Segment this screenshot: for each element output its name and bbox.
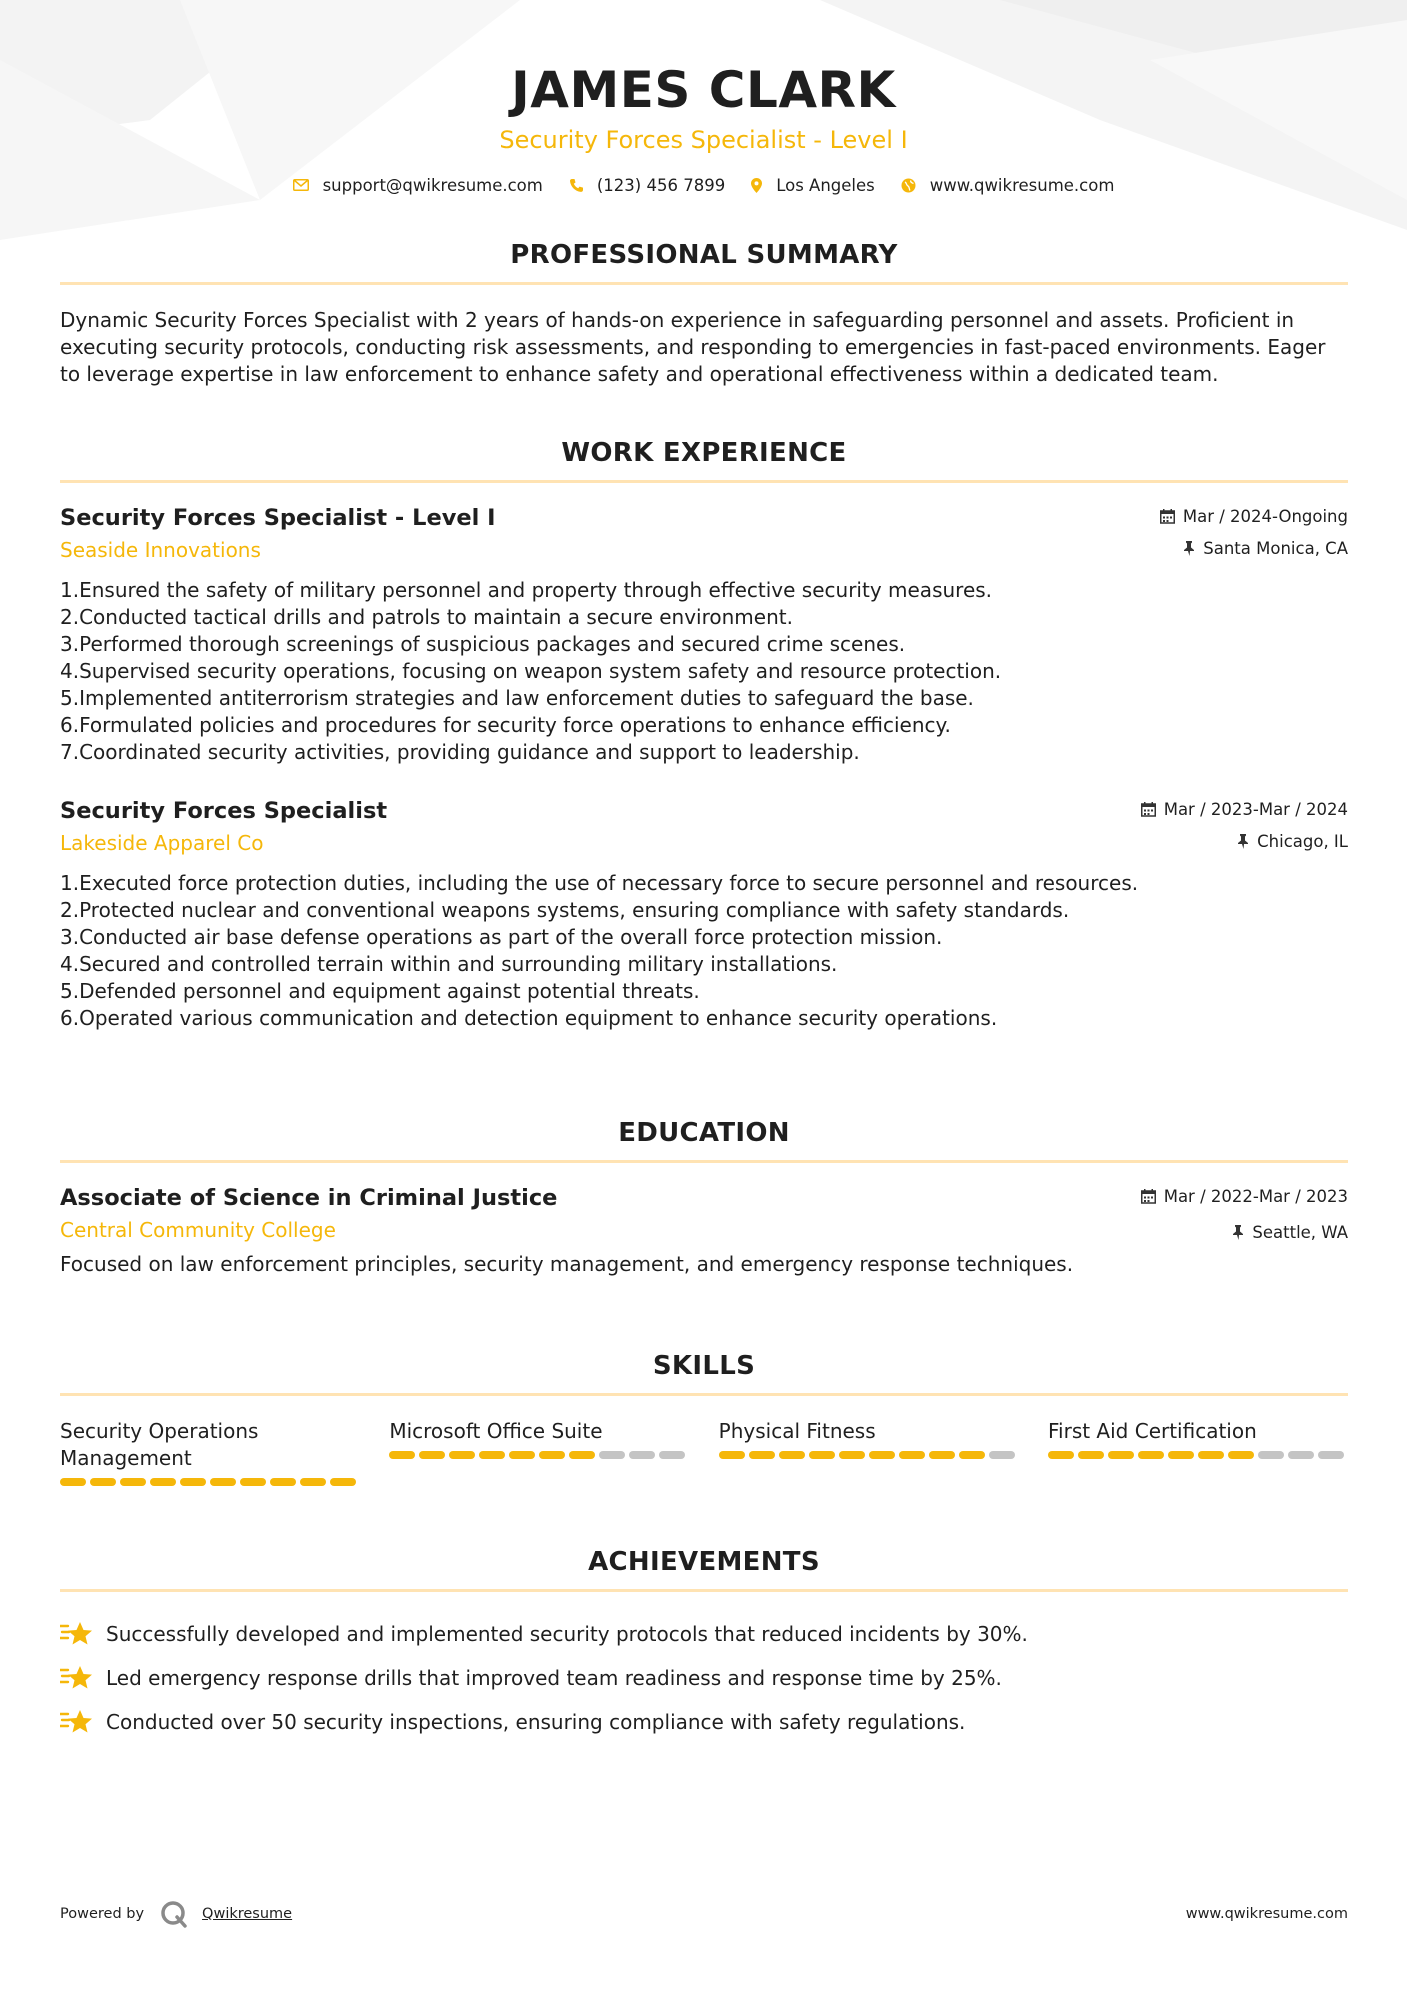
skill-dot-filled: [90, 1478, 116, 1486]
education-location: Seattle, WA: [1252, 1222, 1348, 1242]
section-divider: [60, 1393, 1348, 1396]
contact-email-text: support@qwikresume.com: [322, 175, 543, 195]
resume-header: [0, 58, 1407, 198]
list-item: 6. Formulated policies and procedures for security force operations to enhance efficiency.: [60, 713, 951, 737]
skill-dot-filled: [929, 1451, 955, 1459]
qwikresume-logo-icon: [160, 1900, 188, 1928]
skill-dot-filled: [869, 1451, 895, 1459]
star-icon: [60, 1620, 94, 1648]
globe-icon: [901, 178, 916, 193]
skill-dot-filled: [300, 1478, 326, 1486]
achievements-section: [60, 1545, 1348, 1744]
skill-rating: [1048, 1451, 1348, 1459]
skills-section: [60, 1349, 1348, 1486]
skill-name: Microsoft Office Suite: [389, 1419, 603, 1443]
skill-dot-filled: [809, 1451, 835, 1459]
star-icon: [60, 1708, 94, 1736]
skill-dot-empty: [599, 1451, 625, 1459]
skill-name: First Aid Certification: [1047, 1419, 1257, 1443]
skill-dot-filled: [150, 1478, 176, 1486]
job-bullets: [60, 870, 1348, 1032]
skill-dot-filled: [419, 1451, 445, 1459]
list-item: 1. Ensured the safety of military personnel and property through effective security measures.: [60, 578, 993, 602]
job-dates: Mar / 2024-Ongoing: [1182, 506, 1348, 526]
phone-icon: [569, 178, 583, 193]
skill-item: [60, 1418, 360, 1486]
skill-dot-filled: [1168, 1451, 1194, 1459]
achievements-list: [60, 1612, 1348, 1744]
list-item: 7. Coordinated security activities, providing guidance and support to leadership.: [60, 740, 860, 764]
skill-dot-filled: [240, 1478, 266, 1486]
education-section: [60, 1116, 1348, 1278]
skill-dot-filled: [779, 1451, 805, 1459]
skill-rating: [60, 1478, 360, 1486]
skill-dot-filled: [1228, 1451, 1254, 1459]
achievement-item: [60, 1612, 1348, 1656]
job-company: Seaside Innovations: [60, 538, 261, 562]
contact-bar: [0, 172, 1407, 198]
skills-title: SKILLS: [652, 1351, 756, 1381]
skill-dot-filled: [839, 1451, 865, 1459]
skill-dot-filled: [389, 1451, 415, 1459]
skill-dot-filled: [899, 1451, 925, 1459]
skill-dot-empty: [1288, 1451, 1314, 1459]
skill-name: Security Operations Management: [60, 1419, 259, 1470]
candidate-name: JAMES CLARK: [511, 61, 896, 119]
education-entry: [60, 1183, 1348, 1278]
achievement-item: [60, 1656, 1348, 1700]
skill-dot-filled: [120, 1478, 146, 1486]
list-item: 3. Performed thorough screenings of suspicious packages and secured crime scenes.: [60, 632, 906, 656]
candidate-role: Security Forces Specialist - Level I: [499, 126, 908, 154]
map-marker-icon: [751, 178, 762, 193]
skill-dot-filled: [1048, 1451, 1074, 1459]
section-divider: [60, 1589, 1348, 1592]
achievement-text: Conducted over 50 security inspections, ensuring compliance with safety regulations.: [106, 1709, 966, 1734]
skill-dot-filled: [210, 1478, 236, 1486]
list-item: 1. Executed force protection duties, including the use of necessary force to secure personnel and resources.: [60, 871, 1139, 895]
degree-title: Associate of Science in Criminal Justice: [60, 1185, 558, 1211]
calendar-icon: [1141, 1189, 1156, 1204]
list-item: 2. Protected nuclear and conventional weapons systems, ensuring compliance with safety standards.: [60, 898, 1070, 922]
skill-dot-filled: [330, 1478, 356, 1486]
page-footer: [60, 1900, 1348, 1928]
skill-dot-filled: [270, 1478, 296, 1486]
pin-icon: [1232, 1225, 1244, 1240]
calendar-icon: [1141, 802, 1156, 817]
brand-link[interactable]: Qwikresume: [202, 1906, 293, 1922]
list-item: 2. Conducted tactical drills and patrols to maintain a secure environment.: [60, 605, 793, 629]
job-title: Security Forces Specialist: [60, 798, 388, 824]
experience-section: [60, 436, 1348, 1032]
calendar-icon: [1160, 509, 1175, 524]
contact-location-text: Los Angeles: [776, 175, 875, 195]
skill-dot-filled: [569, 1451, 595, 1459]
education-description: Focused on law enforcement principles, security management, and emergency response techniques.: [60, 1252, 1074, 1276]
school-name: Central Community College: [60, 1218, 336, 1242]
skill-dot-filled: [180, 1478, 206, 1486]
job-location: Santa Monica, CA: [1203, 538, 1348, 558]
job-bullets: [60, 577, 1348, 766]
list-item: 3. Conducted air base defense operations as part of the overall force protection mission.: [60, 925, 943, 949]
envelope-icon: [293, 179, 309, 191]
achievement-text: Led emergency response drills that improved team readiness and response time by 25%.: [106, 1665, 1002, 1690]
skill-dot-empty: [629, 1451, 655, 1459]
list-item: 4. Supervised security operations, focusing on weapon system safety and resource protection.: [60, 659, 1002, 683]
contact-location: [751, 176, 875, 195]
skill-dot-filled: [719, 1451, 745, 1459]
skill-rating: [719, 1451, 1019, 1459]
skill-dot-filled: [509, 1451, 535, 1459]
achievement-item: [60, 1700, 1348, 1744]
skill-dot-filled: [60, 1478, 86, 1486]
skill-dot-empty: [1258, 1451, 1284, 1459]
list-item: 4. Secured and controlled terrain within and surrounding military installations.: [60, 952, 838, 976]
pin-icon: [1237, 834, 1249, 849]
job-meta: [1141, 796, 1348, 854]
job-company: Lakeside Apparel Co: [60, 831, 264, 855]
education-meta: [1141, 1183, 1348, 1245]
skill-dot-filled: [1138, 1451, 1164, 1459]
section-divider: [60, 1160, 1348, 1163]
skill-item: [1048, 1418, 1348, 1486]
job-title: Security Forces Specialist - Level I: [60, 505, 496, 531]
skill-dot-filled: [449, 1451, 475, 1459]
experience-title: WORK EXPERIENCE: [561, 438, 847, 468]
education-title: EDUCATION: [618, 1118, 790, 1148]
star-icon: [60, 1664, 94, 1692]
skill-dot-empty: [989, 1451, 1015, 1459]
job-entry: [60, 503, 1348, 766]
skill-dot-filled: [539, 1451, 565, 1459]
achievement-text: Successfully developed and implemented security protocols that reduced incidents by 30%.: [106, 1621, 1028, 1646]
contact-email[interactable]: [293, 176, 543, 195]
footer-website[interactable]: www.qwikresume.com: [1185, 1906, 1348, 1922]
skill-dot-filled: [1198, 1451, 1224, 1459]
powered-by: [60, 1900, 292, 1928]
skill-dot-empty: [1318, 1451, 1344, 1459]
skill-dot-filled: [479, 1451, 505, 1459]
job-entry: [60, 796, 1348, 1032]
list-item: 5. Implemented antiterrorism strategies and law enforcement duties to safeguard the base.: [60, 686, 974, 710]
skill-rating: [389, 1451, 689, 1459]
contact-phone[interactable]: [569, 176, 725, 195]
skill-dot-filled: [1108, 1451, 1134, 1459]
skill-name: Physical Fitness: [718, 1419, 876, 1443]
skill-item: [389, 1418, 689, 1486]
list-item: 6. Operated various communication and detection equipment to enhance security operations.: [60, 1006, 998, 1030]
skill-dot-empty: [659, 1451, 685, 1459]
section-divider: [60, 282, 1348, 285]
contact-phone-text: (123) 456 7899: [596, 175, 726, 195]
pin-icon: [1183, 541, 1195, 556]
contact-website[interactable]: [901, 176, 1115, 195]
section-divider: [60, 480, 1348, 483]
summary-text: Dynamic Security Forces Specialist with 2 years of hands-on experience in safeguarding personnel and assets. Proficient in executing security protocols, conducting risk assessments, and responding to emergencies in fast-paced environments. Eager to leverage expertise in law enforcement to enhance safety and operational effectiveness within a dedicated team.: [60, 308, 1326, 386]
list-item: 5. Defended personnel and equipment against potential threats.: [60, 979, 700, 1003]
contact-website-text: www.qwikresume.com: [929, 175, 1115, 195]
achievements-title: ACHIEVEMENTS: [588, 1547, 820, 1577]
job-meta: [1160, 503, 1348, 561]
skill-dot-filled: [959, 1451, 985, 1459]
skill-dot-filled: [1078, 1451, 1104, 1459]
skill-item: [719, 1418, 1019, 1486]
summary-title: PROFESSIONAL SUMMARY: [510, 240, 898, 270]
summary-section: [60, 238, 1348, 388]
job-location: Chicago, IL: [1257, 831, 1348, 851]
education-dates: Mar / 2022-Mar / 2023: [1163, 1186, 1348, 1206]
skills-grid: [60, 1418, 1348, 1486]
powered-by-label: Powered by: [60, 1906, 145, 1922]
job-dates: Mar / 2023-Mar / 2024: [1163, 799, 1348, 819]
skill-dot-filled: [749, 1451, 775, 1459]
